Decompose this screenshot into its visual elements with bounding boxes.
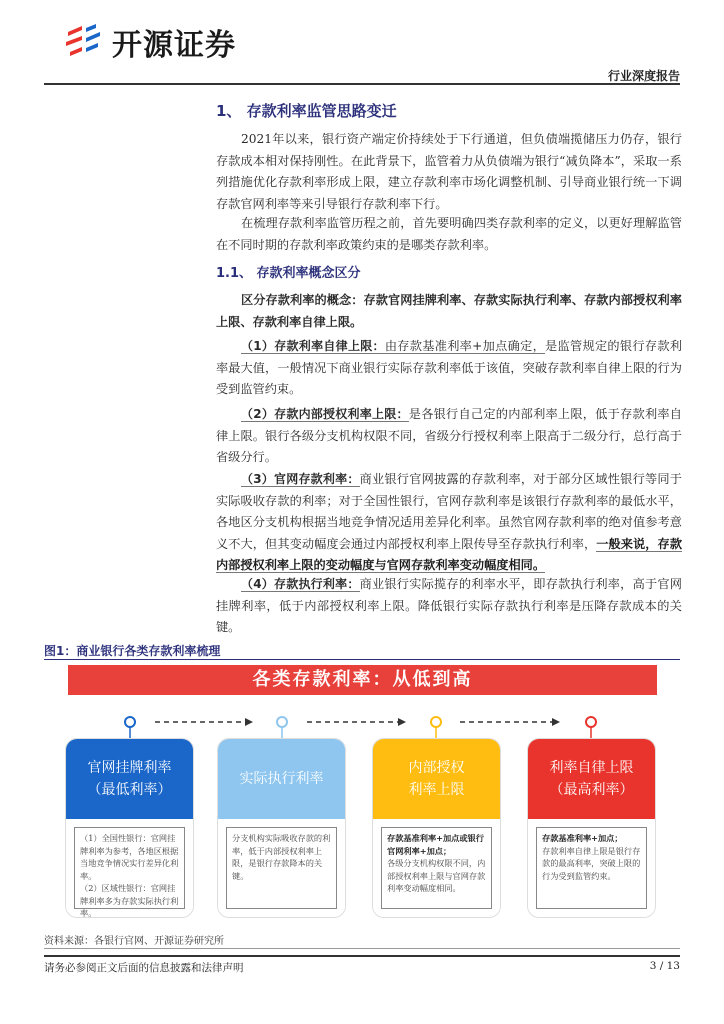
rate-card-internal	[372, 738, 501, 918]
definition-text: 商业银行官网披露的存款利率，对于部分区域性银行等同于实际吸收存款的利率；对于全国性银行，官网存款利率是该银行存款利率的最低水平，各地区分支机构根据当地竞争情况适用差异化利率。虽然官网存款利率的绝对值参考意义不大，但其变动幅度会通过内部授权利率上限传导至存款执行利率，	[216, 472, 682, 551]
card-note-line: 各级分支机构权限不同，内部授权利率上限与官网存款利率变动幅度相同。	[387, 858, 486, 893]
card-title: 内部授权	[408, 760, 465, 776]
figure-banner: 各类存款利率：从低到高	[68, 665, 657, 695]
arrow-right-icon	[398, 718, 406, 726]
section-heading: 1、 存款利率监管思路变迁	[216, 102, 397, 120]
paragraph-1: 2021年以来，银行资产端定价持续处于下行通道，但负债端揽储压力仍存，银行存款成本相对保持刚性。在此背景下，监管着力从负债端为银行“减负降本”，采取一系列措施优化存款利率形成上限，建立存款利率市场化调整机制、引导商业银行统一下调存款官网利率等来引导银行存款利率下行。	[216, 132, 682, 211]
card-note-line: 存款利率自律上限是银行存款的最高利率，突破上限的行为受到监管约束。	[542, 845, 641, 881]
card-title: 利率自律上限	[549, 760, 634, 776]
arrow-right-icon	[552, 718, 560, 726]
definition-item	[216, 469, 682, 577]
card-note	[536, 827, 647, 909]
flow-node-icon	[277, 717, 287, 738]
card-subtitle: （最低利率）	[87, 782, 172, 798]
flow-arrows	[60, 708, 660, 738]
card-note	[226, 827, 337, 909]
definition-underlined: 由存款基准利率+加点确定，	[384, 339, 546, 353]
logo-text: 开源证券	[112, 28, 236, 63]
card-note-line: 存款基准利率+加点；	[542, 833, 623, 843]
paragraph-2: 在梳理存款利率监管历程之前，首先要明确四类存款利率的定义，以更好理解监管在不同时期的存款利率政策约束的是哪类存款利率。	[216, 216, 682, 252]
flow-node-icon	[125, 717, 135, 738]
figure-source: 资料来源：各银行官网、开源证券研究所	[44, 936, 224, 947]
card-header	[373, 739, 500, 819]
definition-text: 是各银行自己定的内部利率上限，低于存款利率自律上限。银行各级分支机构权限不同，省级分行授权利率上限高于二级分行，总行高于省级分行。	[216, 407, 682, 464]
definition-strong: 一般来说，存款内部授权利率上限的变动幅度与官网存款利率变动幅度相同。	[216, 536, 683, 572]
card-body	[66, 819, 193, 917]
rate-card-self-discipline	[527, 738, 656, 918]
card-note-line: 分支机构实际吸收存款的利率，低于内部授权利率上限，是银行存款降本的关键。	[232, 833, 331, 881]
paragraph-concepts: 区分存款利率的概念：存款官网挂牌利率、存款实际执行利率、存款内部授权利率上限、存款利率自律上限。	[216, 293, 682, 329]
card-header	[528, 739, 655, 819]
flow-node-icon	[586, 717, 596, 738]
card-title: 实际执行利率	[239, 771, 324, 787]
report-type-label: 行业深度报告	[607, 69, 680, 83]
card-note-line: （1）全国性银行：官网挂牌利率为参考，各地区根据当地竞争情况实行差异化利率。	[80, 833, 179, 881]
arrow-right-icon	[245, 718, 253, 726]
logo-mark-icon	[62, 20, 106, 64]
card-body	[373, 819, 500, 917]
flow-node-icon	[431, 717, 441, 738]
definition-item	[216, 336, 682, 401]
definition-label: （2）存款内部授权利率上限：	[241, 407, 409, 421]
definition-text: 商业银行实际揽存的利率水平，即存款执行利率，高于官网挂牌利率，低于内部授权利率上限。降低银行实际存款执行利率是压降存款成本的关键。	[216, 577, 682, 634]
definition-label: （1）存款利率自律上限：	[241, 339, 385, 353]
card-body	[218, 819, 345, 917]
card-note	[74, 827, 185, 918]
card-title: 官网挂牌利率	[87, 760, 172, 776]
page-number: 3 / 13	[649, 960, 680, 972]
definition-label: （4）存款执行利率：	[241, 577, 360, 591]
header-divider	[44, 83, 680, 85]
definition-label: （3）官网存款利率：	[241, 472, 360, 486]
definition-text: 是监管规定的银行存款利率最大值，一般情况下商业银行实际存款利率低于该值，突破存款利率自律上限的行为受到监管约束。	[216, 339, 682, 396]
footer-disclaimer: 请务必参阅正文后面的信息披露和法律声明	[44, 962, 244, 974]
card-subtitle: 利率上限	[408, 782, 465, 798]
source-divider	[44, 948, 680, 949]
card-note-line: 存款基准利率+加点或银行官网利率+加点；	[387, 833, 484, 856]
card-body	[528, 819, 655, 917]
definition-item	[216, 574, 682, 639]
figure-title: 图1：商业银行各类存款利率梳理	[44, 644, 221, 658]
card-note	[381, 827, 492, 909]
footer-divider	[44, 955, 680, 957]
rate-card-actual	[217, 738, 346, 918]
company-logo	[62, 20, 236, 64]
definition-item	[216, 404, 682, 469]
figure-divider	[44, 659, 680, 660]
subsection-heading: 1.1、 存款利率概念区分	[216, 266, 361, 281]
card-subtitle: （最高利率）	[549, 782, 634, 798]
rate-card-official	[65, 738, 194, 918]
card-note-line: （2）区域性银行：官网挂牌利率多为存款实际执行利率。	[80, 883, 179, 918]
card-header	[66, 739, 193, 819]
card-header	[218, 739, 345, 819]
